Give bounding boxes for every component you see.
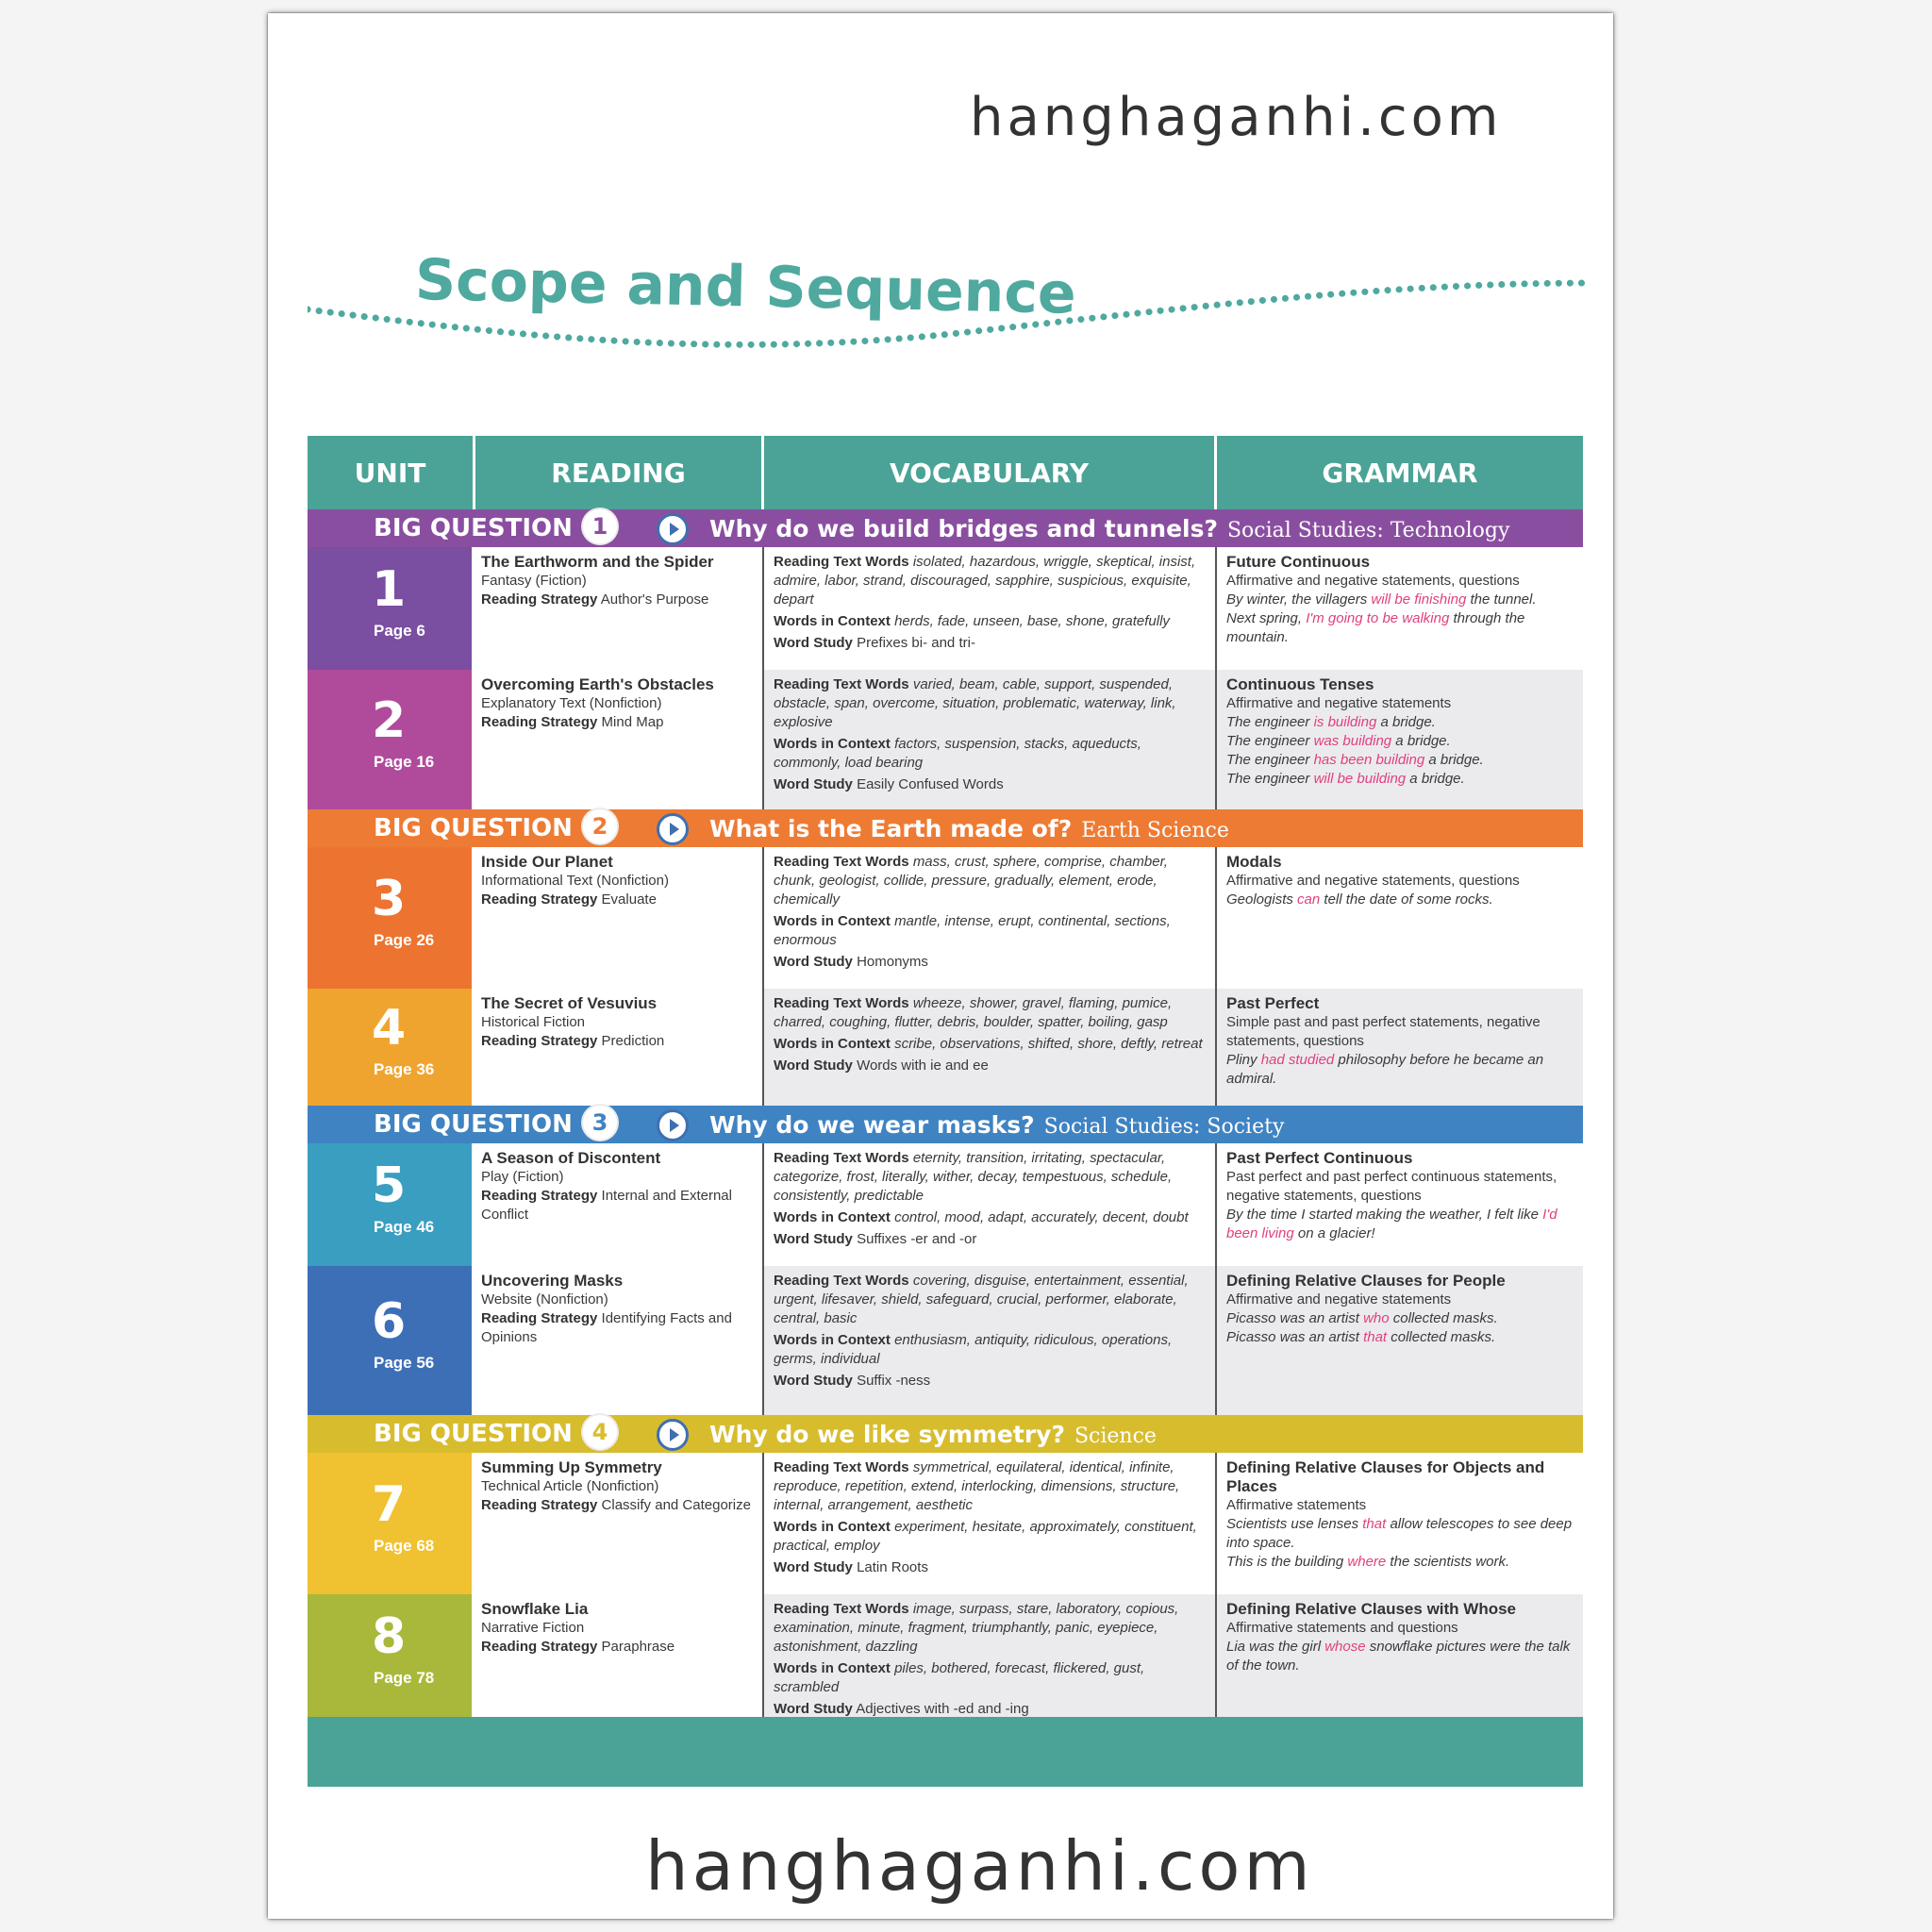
big-question-banner <box>308 1415 1583 1453</box>
grammar-description: Affirmative and negative statements <box>1226 695 1452 711</box>
reading-genre: Informational Text (Nonfiction) <box>481 873 669 889</box>
reading-text-words-value: covering, disguise, entertainment, essential, urgent, lifesaver, shield, safeguard, crucial, performer, elaborate, central, basic <box>774 1273 1189 1326</box>
play-icon <box>657 813 689 845</box>
reading-title: A Season of Discontent <box>481 1149 661 1167</box>
reading-strategy <box>481 591 753 609</box>
example-highlight: can <box>1297 891 1321 908</box>
example-highlight: has been building <box>1313 752 1425 768</box>
reading-cell <box>472 1453 762 1594</box>
unit-number: 3 <box>372 871 407 927</box>
grammar-title: Defining Relative Clauses for Objects and Places <box>1226 1458 1545 1495</box>
example-text: collected masks. <box>1389 1310 1498 1326</box>
grammar-description: Simple past and past perfect statements, negative statements, questions <box>1226 1014 1541 1049</box>
grammar-example <box>1226 1638 1574 1675</box>
grammar-cell <box>1215 1453 1583 1594</box>
example-text: The engineer <box>1226 752 1314 768</box>
reading-title: The Earthworm and the Spider <box>481 553 714 571</box>
example-text: By the time I started making the weather, I felt like <box>1226 1207 1543 1223</box>
question-subject: Earth Science <box>1081 818 1229 842</box>
words-in-context-value: control, mood, adapt, accurately, decent, doubt <box>894 1209 1189 1225</box>
words-in-context <box>774 735 1206 773</box>
question-subject: Social Studies: Society <box>1043 1114 1285 1139</box>
reading-genre: Technical Article (Nonfiction) <box>481 1478 659 1494</box>
unit-number: 4 <box>372 1000 407 1057</box>
unit-cell <box>308 1143 472 1266</box>
words-in-context-label: Words in Context <box>774 613 891 629</box>
word-study-label: Word Study <box>774 1373 853 1389</box>
big-question-number: 1 <box>581 508 619 545</box>
play-icon <box>657 1419 689 1451</box>
big-question-label: BIG QUESTION <box>374 1110 573 1139</box>
example-text: snowflake pictures were the talk of the town. <box>1226 1639 1571 1674</box>
words-in-context-value: enthusiasm, antiquity, ridiculous, operations, germs, individual <box>774 1332 1173 1367</box>
reading-strategy <box>481 1496 753 1515</box>
big-question-banner <box>308 809 1583 847</box>
reading-title: Snowflake Lia <box>481 1600 589 1618</box>
example-text: a bridge. <box>1376 714 1436 730</box>
grammar-title: Future Continuous <box>1226 553 1371 571</box>
table-body <box>308 509 1583 1717</box>
example-text: The engineer <box>1226 771 1314 787</box>
big-question-number: 2 <box>581 808 619 845</box>
reading-text-words <box>774 1272 1206 1328</box>
word-study <box>774 1057 1206 1075</box>
reading-strategy-label: Reading Strategy <box>481 1188 598 1204</box>
page-title: Scope and Sequence <box>414 247 1077 327</box>
example-highlight: had studied <box>1260 1052 1335 1068</box>
words-in-context <box>774 612 1206 631</box>
reading-strategy-label: Reading Strategy <box>481 891 598 908</box>
reading-text-words-label: Reading Text Words <box>774 995 909 1011</box>
grammar-title: Defining Relative Clauses for People <box>1226 1272 1506 1290</box>
grammar-example <box>1226 1051 1574 1089</box>
unit-page: Page 78 <box>374 1669 435 1687</box>
big-question-banner <box>308 1106 1583 1143</box>
grammar-example <box>1226 1206 1574 1243</box>
grammar-title: Defining Relative Clauses with Whose <box>1226 1600 1517 1618</box>
unit-page: Page 36 <box>374 1060 435 1078</box>
reading-text-words-label: Reading Text Words <box>774 676 909 692</box>
word-study-value: Homonyms <box>857 954 928 970</box>
example-highlight: will be building <box>1313 771 1407 787</box>
vocabulary-cell <box>762 1143 1215 1266</box>
example-text: collected masks. <box>1387 1329 1496 1345</box>
grammar-cell <box>1215 989 1583 1106</box>
reading-text-words-value: isolated, hazardous, wriggle, skeptical, insist, admire, labor, strand, discouraged, sapphire, suspicious, exquisite, depart <box>774 554 1196 608</box>
example-highlight: whose <box>1324 1639 1366 1655</box>
example-text: This is the building <box>1226 1554 1348 1570</box>
grammar-cell <box>1215 847 1583 989</box>
word-study-label: Word Study <box>774 954 853 970</box>
watermark-top: hanghaganhi.com <box>970 87 1503 148</box>
unit-page: Page 16 <box>374 753 435 771</box>
unit-cell <box>308 989 472 1106</box>
example-text: a bridge. <box>1406 771 1465 787</box>
big-question-label: BIG QUESTION <box>374 814 573 842</box>
grammar-example <box>1226 1328 1574 1347</box>
example-text: through the mountain. <box>1226 610 1525 645</box>
table-row <box>308 989 1583 1106</box>
watermark-bottom: hanghaganhi.com <box>645 1826 1314 1906</box>
grammar-title: Past Perfect Continuous <box>1226 1149 1413 1167</box>
reading-text-words <box>774 1458 1206 1515</box>
question-text: Why do we like symmetry? <box>709 1420 1065 1448</box>
table-row <box>308 547 1583 670</box>
words-in-context-label: Words in Context <box>774 1332 891 1348</box>
word-study-value: Adjectives with -ed and -ing <box>856 1701 1029 1717</box>
example-text: The engineer <box>1226 733 1314 749</box>
big-question-number: 4 <box>581 1413 619 1451</box>
unit-number: 1 <box>372 561 407 618</box>
grammar-cell <box>1215 1143 1583 1266</box>
words-in-context <box>774 1518 1206 1556</box>
grammar-title: Continuous Tenses <box>1226 675 1374 693</box>
words-in-context-label: Words in Context <box>774 1519 891 1535</box>
grammar-description: Affirmative and negative statements <box>1226 1291 1452 1307</box>
vocabulary-cell <box>762 847 1215 989</box>
question-text: What is the Earth made of? <box>709 814 1073 842</box>
reading-text-words-value: symmetrical, equilateral, identical, infinite, reproduce, repetition, extend, interlocking, dimensions, structure, internal, arrangement, aesthetic <box>774 1459 1180 1513</box>
word-study-label: Word Study <box>774 776 853 792</box>
example-highlight: where <box>1347 1554 1387 1570</box>
table-row <box>308 1453 1583 1594</box>
vocabulary-cell <box>762 1594 1215 1717</box>
big-question-text <box>709 1111 1284 1139</box>
grammar-example <box>1226 1553 1574 1572</box>
word-study <box>774 1372 1206 1391</box>
words-in-context <box>774 912 1206 950</box>
words-in-context <box>774 1208 1206 1227</box>
word-study-value: Easily Confused Words <box>857 776 1004 792</box>
reading-genre: Fantasy (Fiction) <box>481 573 587 589</box>
words-in-context-value: experiment, hesitate, approximately, constituent, practical, employ <box>774 1519 1197 1554</box>
unit-cell <box>308 670 472 809</box>
unit-cell <box>308 847 472 989</box>
reading-text-words-value: image, surpass, stare, laboratory, copious, examination, minute, fragment, triumphantly, panic, eyepiece, astonishment, dazzling <box>774 1601 1179 1655</box>
reading-text-words-label: Reading Text Words <box>774 1150 909 1166</box>
unit-cell <box>308 547 472 670</box>
big-question-number: 3 <box>581 1104 619 1141</box>
reading-text-words <box>774 553 1206 609</box>
words-in-context <box>774 1659 1206 1697</box>
unit-page: Page 46 <box>374 1218 435 1236</box>
example-text: By winter, the villagers <box>1226 591 1372 608</box>
reading-text-words-label: Reading Text Words <box>774 1601 909 1617</box>
reading-genre: Explanatory Text (Nonfiction) <box>481 695 662 711</box>
header-reading: READING <box>475 436 764 509</box>
example-highlight: is building <box>1313 714 1377 730</box>
table-row <box>308 670 1583 809</box>
example-highlight: I'm going to be walking <box>1306 610 1450 626</box>
example-text: Picasso was an artist <box>1226 1329 1364 1345</box>
word-study <box>774 1558 1206 1577</box>
reading-cell <box>472 847 762 989</box>
grammar-description: Affirmative statements <box>1226 1497 1367 1513</box>
big-question-label: BIG QUESTION <box>374 514 573 542</box>
unit-page: Page 56 <box>374 1354 435 1372</box>
word-study-label: Word Study <box>774 1701 853 1717</box>
unit-cell <box>308 1594 472 1717</box>
example-text: Picasso was an artist <box>1226 1310 1364 1326</box>
reading-text-words-label: Reading Text Words <box>774 1273 909 1289</box>
word-study-value: Suffixes -er and -or <box>857 1231 977 1247</box>
reading-title: Overcoming Earth's Obstacles <box>481 675 714 693</box>
example-highlight: will be finishing <box>1371 591 1467 608</box>
example-text: Scientists use lenses <box>1226 1516 1363 1532</box>
words-in-context-label: Words in Context <box>774 736 891 752</box>
reading-text-words-label: Reading Text Words <box>774 854 909 870</box>
table-row <box>308 1266 1583 1415</box>
example-text: on a glacier! <box>1293 1225 1375 1241</box>
header-grammar: GRAMMAR <box>1322 457 1478 489</box>
table-row <box>308 1143 1583 1266</box>
grammar-description: Past perfect and past perfect continuous statements, negative statements, questions <box>1226 1169 1557 1204</box>
question-text: Why do we build bridges and tunnels? <box>709 514 1218 542</box>
word-study-label: Word Study <box>774 1231 853 1247</box>
grammar-cell <box>1215 547 1583 670</box>
example-text: Geologists <box>1226 891 1298 908</box>
reading-cell <box>472 989 762 1106</box>
reading-title: The Secret of Vesuvius <box>481 994 658 1012</box>
reading-strategy-value: Mind Map <box>601 714 664 730</box>
unit-page: Page 26 <box>374 931 435 949</box>
grammar-example <box>1226 713 1574 732</box>
reading-strategy-value: Paraphrase <box>601 1639 675 1655</box>
grammar-cell <box>1215 1266 1583 1415</box>
example-text: philosophy before he became an admiral. <box>1226 1052 1544 1087</box>
grammar-description: Affirmative and negative statements, questions <box>1226 873 1520 889</box>
example-highlight: was building <box>1313 733 1392 749</box>
unit-number: 2 <box>372 692 407 749</box>
word-study-value: Latin Roots <box>857 1559 928 1575</box>
example-highlight: that <box>1363 1329 1388 1345</box>
reading-cell <box>472 1594 762 1717</box>
header-unit: UNIT <box>308 436 475 509</box>
words-in-context-label: Words in Context <box>774 1660 891 1676</box>
reading-text-words <box>774 675 1206 732</box>
table-header <box>308 436 1583 509</box>
unit-number: 7 <box>372 1476 407 1533</box>
grammar-example <box>1226 1309 1574 1328</box>
play-icon <box>657 1109 689 1141</box>
example-highlight: I'd been living <box>1226 1207 1557 1241</box>
words-in-context-label: Words in Context <box>774 1209 891 1225</box>
reading-text-words-value: wheeze, shower, gravel, flaming, pumice, charred, coughing, flutter, debris, boulder, spatter, boiling, gasp <box>774 995 1173 1030</box>
grammar-example <box>1226 591 1574 609</box>
words-in-context-value: scribe, observations, shifted, shore, deftly, retreat <box>894 1036 1203 1052</box>
reading-text-words <box>774 994 1206 1032</box>
example-text: a bridge. <box>1424 752 1484 768</box>
reading-genre: Historical Fiction <box>481 1014 586 1030</box>
big-question-label: BIG QUESTION <box>374 1420 573 1448</box>
reading-text-words <box>774 1600 1206 1657</box>
reading-strategy-label: Reading Strategy <box>481 1497 598 1513</box>
big-question-text <box>709 815 1229 842</box>
reading-strategy-label: Reading Strategy <box>481 1310 598 1326</box>
example-text: the scientists work. <box>1386 1554 1510 1570</box>
words-in-context <box>774 1331 1206 1369</box>
word-study <box>774 775 1206 794</box>
word-study-value: Suffix -ness <box>857 1373 931 1389</box>
reading-strategy-label: Reading Strategy <box>481 714 598 730</box>
word-study <box>774 953 1206 972</box>
grammar-example <box>1226 770 1574 789</box>
unit-page: Page 6 <box>374 622 425 640</box>
word-study <box>774 1700 1206 1719</box>
unit-number: 8 <box>372 1608 407 1665</box>
reading-title: Inside Our Planet <box>481 853 613 871</box>
vocabulary-cell <box>762 547 1215 670</box>
play-icon <box>657 513 689 545</box>
grammar-title: Past Perfect <box>1226 994 1320 1012</box>
grammar-example <box>1226 609 1574 647</box>
grammar-example <box>1226 1515 1574 1553</box>
reading-text-words-value: varied, beam, cable, support, suspended, obstacle, span, overcome, situation, problematic, waterway, link, explosive <box>774 676 1176 730</box>
unit-cell <box>308 1453 472 1594</box>
word-study <box>774 1230 1206 1249</box>
table-footer-band <box>308 1717 1583 1787</box>
example-text: allow telescopes to see deep into space. <box>1226 1516 1573 1551</box>
grammar-description: Affirmative statements and questions <box>1226 1620 1458 1636</box>
reading-title: Summing Up Symmetry <box>481 1458 662 1476</box>
reading-strategy <box>481 1638 753 1657</box>
word-study-value: Prefixes bi- and tri- <box>857 635 975 651</box>
unit-page: Page 68 <box>374 1537 435 1555</box>
words-in-context-value: mantle, intense, erupt, continental, sections, enormous <box>774 913 1171 948</box>
reading-text-words-value: mass, crust, sphere, comprise, chamber, chunk, geologist, collide, pressure, gradually, element, erode, chemically <box>774 854 1168 908</box>
grammar-cell <box>1215 670 1583 809</box>
reading-cell <box>472 1266 762 1415</box>
word-study-label: Word Study <box>774 1559 853 1575</box>
example-highlight: who <box>1363 1310 1390 1326</box>
example-text: a bridge. <box>1391 733 1451 749</box>
word-study-label: Word Study <box>774 635 853 651</box>
reading-strategy-value: Author's Purpose <box>600 591 709 608</box>
reading-text-words-value: eternity, transition, irritating, spectacular, categorize, frost, literally, wither, decay, tempestuous, schedule, consistently, predictable <box>774 1150 1173 1204</box>
header-vocabulary: VOCABULARY <box>764 436 1217 509</box>
reading-strategy-value: Identifying Facts and Opinions <box>481 1310 732 1345</box>
reading-strategy-label: Reading Strategy <box>481 1639 598 1655</box>
reading-strategy-value: Internal and External Conflict <box>481 1188 732 1223</box>
reading-strategy-value: Prediction <box>601 1033 665 1049</box>
reading-text-words <box>774 853 1206 909</box>
reading-title: Uncovering Masks <box>481 1272 624 1290</box>
question-text: Why do we wear masks? <box>709 1110 1035 1139</box>
words-in-context-value: piles, bothered, forecast, flickered, gust, scrambled <box>774 1660 1145 1695</box>
example-text: Next spring, <box>1226 610 1307 626</box>
question-subject: Social Studies: Technology <box>1226 518 1510 542</box>
grammar-example <box>1226 732 1574 751</box>
grammar-title: Modals <box>1226 853 1282 871</box>
reading-strategy-label: Reading Strategy <box>481 1033 598 1049</box>
question-subject: Science <box>1074 1424 1157 1448</box>
words-in-context-value: factors, suspension, stacks, aqueducts, commonly, load bearing <box>774 736 1141 771</box>
reading-strategy <box>481 1309 753 1347</box>
grammar-cell <box>1215 1594 1583 1717</box>
example-text: the tunnel. <box>1466 591 1537 608</box>
unit-number: 6 <box>372 1293 407 1350</box>
reading-cell <box>472 1143 762 1266</box>
reading-genre: Website (Nonfiction) <box>481 1291 608 1307</box>
word-study-value: Words with ie and ee <box>857 1058 989 1074</box>
reading-genre: Narrative Fiction <box>481 1620 585 1636</box>
example-text: The engineer <box>1226 714 1314 730</box>
example-text: Pliny <box>1226 1052 1261 1068</box>
grammar-example <box>1226 751 1574 770</box>
reading-strategy <box>481 891 753 909</box>
table-row <box>308 847 1583 989</box>
reading-strategy-label: Reading Strategy <box>481 591 598 608</box>
example-text: tell the date of some rocks. <box>1320 891 1493 908</box>
grammar-description: Affirmative and negative statements, questions <box>1226 573 1520 589</box>
dotted-wave-decoration <box>308 274 1591 349</box>
unit-number: 5 <box>372 1158 407 1214</box>
words-in-context-label: Words in Context <box>774 913 891 929</box>
unit-cell <box>308 1266 472 1415</box>
vocabulary-cell <box>762 989 1215 1106</box>
big-question-text <box>709 515 1509 542</box>
big-question-banner <box>308 509 1583 547</box>
words-in-context-label: Words in Context <box>774 1036 891 1052</box>
vocabulary-cell <box>762 670 1215 809</box>
reading-strategy-value: Evaluate <box>601 891 657 908</box>
word-study-label: Word Study <box>774 1058 853 1074</box>
vocabulary-cell <box>762 1453 1215 1594</box>
table-row <box>308 1594 1583 1717</box>
reading-genre: Play (Fiction) <box>481 1169 564 1185</box>
reading-text-words-label: Reading Text Words <box>774 554 909 570</box>
reading-text-words <box>774 1149 1206 1206</box>
big-question-text <box>709 1421 1157 1448</box>
reading-strategy <box>481 1187 753 1224</box>
reading-strategy <box>481 1032 753 1051</box>
reading-strategy <box>481 713 753 732</box>
words-in-context <box>774 1035 1206 1054</box>
reading-text-words-label: Reading Text Words <box>774 1459 909 1475</box>
word-study <box>774 634 1206 653</box>
example-text: Lia was the girl <box>1226 1639 1325 1655</box>
reading-cell <box>472 670 762 809</box>
example-highlight: that <box>1362 1516 1387 1532</box>
reading-cell <box>472 547 762 670</box>
words-in-context-value: herds, fade, unseen, base, shone, gratefully <box>894 613 1170 629</box>
reading-strategy-value: Classify and Categorize <box>601 1497 751 1513</box>
scope-table <box>308 436 1583 1787</box>
grammar-example <box>1226 891 1574 909</box>
vocabulary-cell <box>762 1266 1215 1415</box>
